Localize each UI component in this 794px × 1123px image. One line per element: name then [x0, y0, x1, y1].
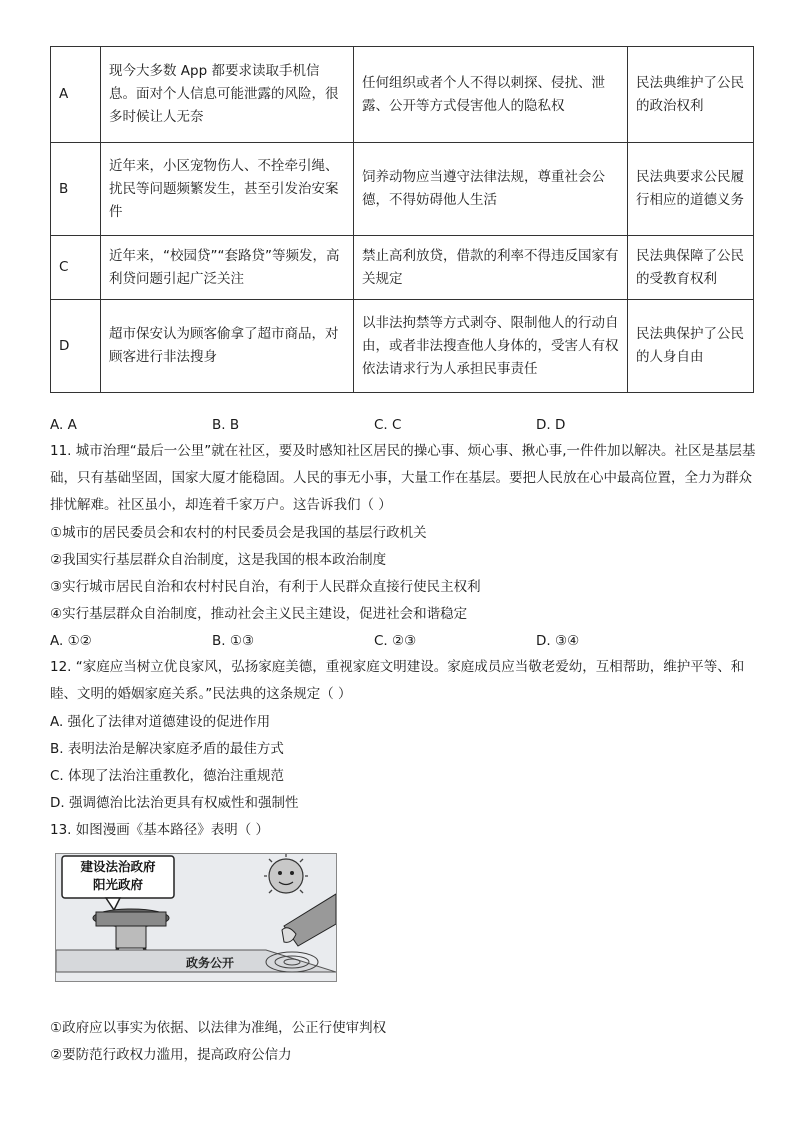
choice-d[interactable]: D. ③④ — [536, 633, 580, 649]
law-cell: 任何组织或者个人不得以刺探、侵扰、泄露、公开等方式侵害他人的隐私权 — [354, 47, 628, 143]
table-row — [51, 236, 754, 300]
note-cell: 民法典保障了公民的受教育权利 — [628, 236, 754, 300]
choice-c[interactable]: C. C — [374, 417, 402, 433]
question-12-option-b[interactable]: B. 表明法治是解决家庭矛盾的最佳方式 — [50, 741, 284, 757]
choice-a[interactable]: A. A — [50, 417, 77, 433]
choice-b[interactable]: B. ①③ — [212, 633, 255, 649]
question-11-item-2: ②我国实行基层群众自治制度，这是我国的根本政治制度 — [50, 552, 387, 568]
choice-a[interactable]: A. ①② — [50, 633, 92, 649]
question-12-option-a[interactable]: A. 强化了法律对道德建设的促进作用 — [50, 714, 271, 730]
case-cell: 超市保安认为顾客偷拿了超市商品，对顾客进行非法搜身 — [101, 300, 354, 393]
note-cell: 民法典保护了公民的人身自由 — [628, 300, 754, 393]
question-13-item-2: ②要防范行政权力滥用，提高政府公信力 — [50, 1047, 292, 1063]
question-11-item-4: ④实行基层群众自治制度，推动社会主义民主建设，促进社会和谐稳定 — [50, 606, 468, 622]
row-key: B — [51, 143, 101, 236]
choice-c[interactable]: C. ②③ — [374, 633, 417, 649]
row-key: A — [51, 47, 101, 143]
choice-b[interactable]: B. B — [212, 417, 240, 433]
note-cell: 民法典维护了公民的政治权利 — [628, 47, 754, 143]
choice-d[interactable]: D. D — [536, 417, 566, 433]
table-row — [51, 300, 754, 393]
question-11-item-3: ③实行城市居民自治和农村村民自治，有利于人民群众直接行使民主权利 — [50, 579, 481, 595]
table-row — [51, 143, 754, 236]
case-cell: 近年来，小区宠物伤人、不拴牵引绳、扰民等问题频繁发生，甚至引发治安案件 — [101, 143, 354, 236]
case-cell: 近年来，“校园贷”“套路贷”等频发，高利贷问题引起广泛关注 — [101, 236, 354, 300]
speech-line: 阳光政府 — [92, 877, 143, 892]
question-12-option-d[interactable]: D. 强调德治比法治更具有权威性和强制性 — [50, 795, 299, 811]
question-12-stem: 12. “家庭应当树立优良家风，弘扬家庭美德，重视家庭文明建设。家庭成员应当敬老爱幼，互相帮助，维护平等、和睦、文明的婚姻家庭关系。”民法典的这条规定（ ） — [50, 659, 745, 702]
speech-bubble — [64, 858, 172, 898]
banner-label: 政务公开 — [186, 956, 235, 970]
law-cell: 饲养动物应当遵守法律法规，尊重社会公德，不得妨碍他人生活 — [354, 143, 628, 236]
question-11-stem: 11. 城市治理“最后一公里”就在社区，要及时感知社区居民的操心事、烦心事、揪心事,一件件加以解决。社区是基层基础，只有基础坚固，国家大厦才能稳固。人民的事无小事，大量工作在基层。要把人民放在心中最高位置，全力为群众排忧解难。社区虽小，却连着千家万户。这告诉我们（ ） — [50, 443, 756, 513]
question-12-option-c[interactable]: C. 体现了法治注重教化，德治注重规范 — [50, 768, 285, 784]
row-key: C — [51, 236, 101, 300]
law-cell: 以非法拘禁等方式剥夺、限制他人的行动自由，或者非法搜查他人身体的，受害人有权依法请求行为人承担民事责任 — [354, 300, 628, 393]
case-cell: 现今大多数 App 都要求读取手机信息。面对个人信息可能泄露的风险，很多时候让人无奈 — [101, 47, 354, 143]
row-key: D — [51, 300, 101, 393]
question-13-item-1: ①政府应以事实为依据、以法律为准绳，公正行使审判权 — [50, 1020, 387, 1036]
note-cell: 民法典要求公民履行相应的道德义务 — [628, 143, 754, 236]
speech-line: 建设法治政府 — [80, 859, 156, 874]
question-13-stem: 13. 如图漫画《基本路径》表明（ ） — [50, 822, 270, 838]
question-10-options-table — [50, 46, 754, 393]
law-cell: 禁止高利放贷，借款的利率不得违反国家有关规定 — [354, 236, 628, 300]
cartoon-basic-path — [55, 853, 337, 982]
table-row — [51, 47, 754, 143]
question-11-item-1: ①城市的居民委员会和农村的村民委员会是我国的基层行政机关 — [50, 525, 427, 541]
